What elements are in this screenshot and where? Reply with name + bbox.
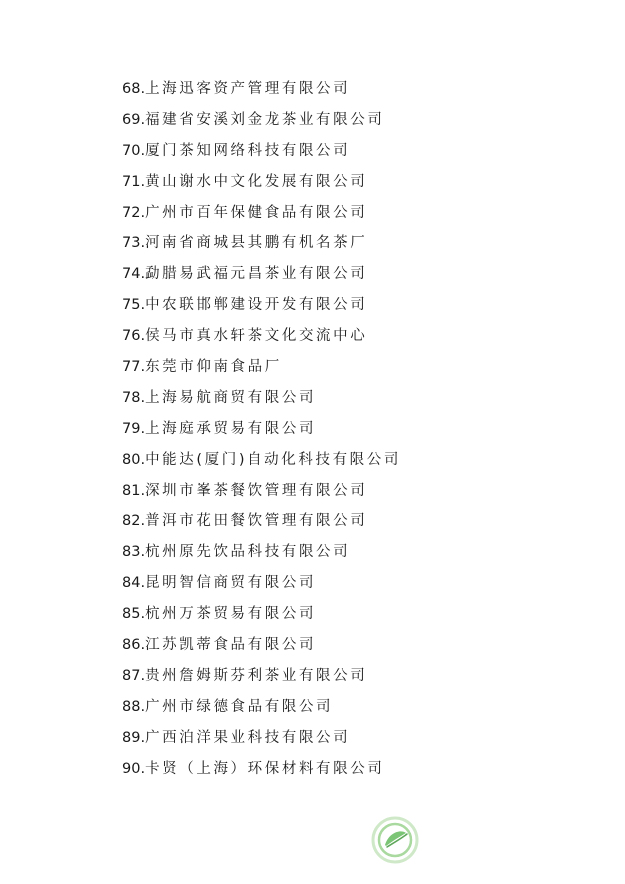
item-number: 68. bbox=[122, 81, 146, 97]
item-number: 74. bbox=[122, 266, 146, 283]
company-name: 江苏凯蒂食品有限公司 bbox=[145, 637, 317, 654]
list-item bbox=[122, 727, 401, 758]
item-number: 81. bbox=[122, 482, 146, 499]
list-item bbox=[122, 572, 401, 603]
list-item bbox=[122, 387, 401, 418]
list-item bbox=[122, 78, 401, 109]
item-number: 70. bbox=[122, 142, 146, 159]
list-item bbox=[122, 202, 401, 233]
list-item bbox=[122, 634, 401, 665]
company-name: 广西泊洋果业科技有限公司 bbox=[145, 729, 351, 746]
company-name: 昆明智信商贸有限公司 bbox=[145, 575, 317, 592]
company-name: 勐腊易武福元昌茶业有限公司 bbox=[145, 266, 368, 283]
company-name: 深圳市峯茶餐饮管理有限公司 bbox=[145, 482, 368, 499]
list-item bbox=[122, 510, 401, 541]
item-number: 79. bbox=[122, 420, 146, 437]
company-name: 黄山谢水中文化发展有限公司 bbox=[145, 173, 368, 190]
list-item bbox=[122, 758, 401, 789]
company-name: 广州市百年保健食品有限公司 bbox=[145, 204, 368, 221]
item-number: 80. bbox=[122, 451, 146, 468]
company-name: 上海易航商贸有限公司 bbox=[145, 389, 317, 406]
item-number: 84. bbox=[122, 575, 146, 592]
list-item bbox=[122, 480, 401, 511]
list-item bbox=[122, 294, 401, 325]
item-number: 83. bbox=[122, 544, 146, 561]
list-item bbox=[122, 140, 401, 171]
list-item bbox=[122, 171, 401, 202]
company-name: 广州市绿德食品有限公司 bbox=[145, 698, 334, 715]
item-number: 77. bbox=[122, 359, 146, 376]
item-number: 76. bbox=[122, 328, 146, 345]
item-number: 72. bbox=[122, 204, 146, 221]
company-name: 杭州万茶贸易有限公司 bbox=[145, 606, 317, 623]
item-number: 87. bbox=[122, 667, 146, 684]
company-list bbox=[122, 78, 401, 788]
item-number: 69. bbox=[122, 111, 146, 128]
item-number: 78. bbox=[122, 389, 146, 406]
company-name: 中能达(厦门)自动化科技有限公司 bbox=[145, 451, 401, 468]
company-name: 上海庭承贸易有限公司 bbox=[145, 420, 317, 437]
list-item bbox=[122, 541, 401, 572]
item-number: 82. bbox=[122, 513, 146, 530]
company-name: 福建省安溪刘金龙茶业有限公司 bbox=[145, 111, 385, 128]
list-item bbox=[122, 603, 401, 634]
list-item bbox=[122, 356, 401, 387]
company-name: 上海迅客资产管理有限公司 bbox=[145, 81, 351, 97]
list-item bbox=[122, 109, 401, 140]
item-number: 73. bbox=[122, 235, 146, 252]
list-item bbox=[122, 232, 401, 263]
company-name: 普洱市花田餐饮管理有限公司 bbox=[145, 513, 368, 530]
company-name: 河南省商城县其鹏有机名茶厂 bbox=[145, 235, 368, 252]
green-leaf-circle-logo-icon bbox=[370, 815, 420, 865]
company-name: 侯马市真水轩茶文化交流中心 bbox=[145, 328, 368, 345]
item-number: 88. bbox=[122, 698, 146, 715]
item-number: 86. bbox=[122, 637, 146, 654]
list-item bbox=[122, 263, 401, 294]
company-name: 杭州原先饮品科技有限公司 bbox=[145, 544, 351, 561]
company-name: 卡贤（上海）环保材料有限公司 bbox=[145, 760, 385, 777]
item-number: 90. bbox=[122, 760, 146, 777]
list-item bbox=[122, 665, 401, 696]
list-item bbox=[122, 418, 401, 449]
list-item bbox=[122, 696, 401, 727]
item-number: 71. bbox=[122, 173, 146, 190]
item-number: 75. bbox=[122, 297, 146, 314]
company-name: 东莞市仰南食品厂 bbox=[145, 359, 282, 376]
company-name: 中农联邯郸建设开发有限公司 bbox=[145, 297, 368, 314]
company-name: 贵州詹姆斯芬利茶业有限公司 bbox=[145, 667, 368, 684]
item-number: 85. bbox=[122, 606, 146, 623]
item-number: 89. bbox=[122, 729, 146, 746]
list-item bbox=[122, 449, 401, 480]
company-name: 厦门茶知网络科技有限公司 bbox=[145, 142, 351, 159]
list-item bbox=[122, 325, 401, 356]
